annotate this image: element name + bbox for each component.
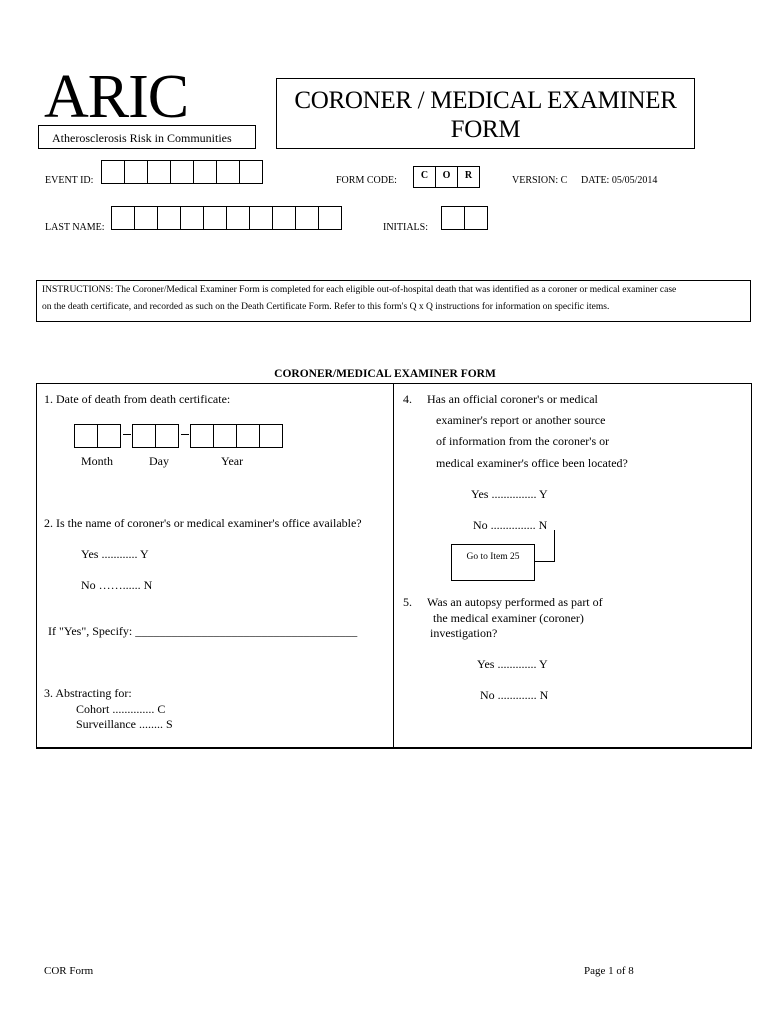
event-id-box[interactable] bbox=[216, 160, 240, 184]
month-box[interactable] bbox=[97, 424, 121, 448]
initials-box[interactable] bbox=[441, 206, 465, 230]
q2-text: 2. Is the name of coroner's or medical examiner's office available? bbox=[44, 516, 362, 530]
q5-text-line3: investigation? bbox=[430, 626, 498, 640]
event-id-box[interactable] bbox=[193, 160, 217, 184]
form-title-line1: CORONER / MEDICAL EXAMINER bbox=[294, 87, 677, 114]
last-name-box[interactable] bbox=[226, 206, 250, 230]
initials-boxes[interactable] bbox=[441, 206, 488, 230]
q4-text-line2: examiner's report or another source bbox=[436, 413, 606, 427]
event-id-box[interactable] bbox=[239, 160, 263, 184]
month-label: Month bbox=[81, 454, 114, 468]
event-id-box[interactable] bbox=[170, 160, 194, 184]
event-id-label: EVENT ID: bbox=[45, 175, 94, 186]
q4-text-line1: Has an official coroner's or medical bbox=[427, 392, 598, 406]
q5-no-option[interactable]: No ............. N bbox=[480, 688, 549, 702]
day-box[interactable] bbox=[155, 424, 179, 448]
event-id-box[interactable] bbox=[147, 160, 171, 184]
aric-logo: ARIC bbox=[44, 63, 189, 131]
instructions-box bbox=[36, 280, 751, 322]
form-title bbox=[276, 78, 695, 149]
q2-specify-field[interactable]: If "Yes", Specify: _____________________________________ bbox=[48, 624, 358, 638]
initials-label: INITIALS: bbox=[383, 222, 428, 233]
form-code-box: R bbox=[457, 166, 480, 188]
q2-no-option[interactable]: No ……...... N bbox=[81, 578, 153, 592]
q4-number: 4. bbox=[403, 392, 412, 406]
form-title-line2: FORM bbox=[450, 116, 521, 143]
date-separator bbox=[121, 424, 133, 448]
event-id-boxes[interactable] bbox=[101, 160, 263, 184]
day-box[interactable] bbox=[132, 424, 156, 448]
instructions-line1: INSTRUCTIONS: The Coroner/Medical Examiner Form is completed for each eligible out-of-hospital death that was identified as a coroner or medical examiner case bbox=[42, 285, 677, 295]
last-name-box[interactable] bbox=[249, 206, 273, 230]
footer-page-number: Page 1 of 8 bbox=[584, 965, 634, 977]
death-date-boxes[interactable] bbox=[74, 424, 283, 448]
day-label: Day bbox=[149, 454, 169, 468]
q5-text-line1: Was an autopsy performed as part of bbox=[427, 595, 603, 609]
last-name-box[interactable] bbox=[203, 206, 227, 230]
logo-subtitle: Atherosclerosis Risk in Communities bbox=[38, 125, 256, 149]
event-id-box[interactable] bbox=[101, 160, 125, 184]
form-code-boxes bbox=[413, 166, 480, 188]
year-box[interactable] bbox=[236, 424, 260, 448]
footer-form-name: COR Form bbox=[44, 965, 94, 977]
version-label: VERSION: C bbox=[512, 175, 568, 186]
q3-surveillance-option[interactable]: Surveillance ........ S bbox=[76, 717, 173, 731]
initials-box[interactable] bbox=[464, 206, 488, 230]
date-label: DATE: 05/05/2014 bbox=[581, 175, 658, 186]
section-title: CORONER/MEDICAL EXAMINER FORM bbox=[274, 368, 496, 380]
date-separator bbox=[179, 424, 191, 448]
year-box[interactable] bbox=[190, 424, 214, 448]
form-code-box: C bbox=[413, 166, 436, 188]
q4-no-option[interactable]: No ............... N bbox=[473, 518, 548, 532]
go-to-item-box: Go to Item 25 bbox=[451, 544, 535, 581]
q5-text-line2: the medical examiner (coroner) bbox=[433, 611, 584, 625]
q1-text: 1. Date of death from death certificate: bbox=[44, 392, 231, 406]
last-name-box[interactable] bbox=[295, 206, 319, 230]
q3-cohort-option[interactable]: Cohort .............. C bbox=[76, 702, 166, 716]
q5-yes-option[interactable]: Yes ............. Y bbox=[477, 657, 548, 671]
last-name-box[interactable] bbox=[272, 206, 296, 230]
q2-yes-option[interactable]: Yes ............ Y bbox=[81, 547, 149, 561]
last-name-box[interactable] bbox=[134, 206, 158, 230]
year-box[interactable] bbox=[259, 424, 283, 448]
last-name-boxes[interactable] bbox=[111, 206, 342, 230]
q4-text-line4: medical examiner's office been located? bbox=[436, 456, 628, 470]
q4-text-line3: of information from the coroner's or bbox=[436, 434, 610, 448]
form-code-label: FORM CODE: bbox=[336, 175, 397, 186]
q3-text: 3. Abstracting for: bbox=[44, 686, 132, 700]
last-name-box[interactable] bbox=[318, 206, 342, 230]
form-code-box: O bbox=[435, 166, 458, 188]
year-box[interactable] bbox=[213, 424, 237, 448]
instructions-line2: on the death certificate, and recorded as such on the Death Certificate Form. Refer to this form's Q x Q instructions for information on specific items. bbox=[42, 302, 610, 312]
year-label: Year bbox=[221, 454, 244, 468]
skip-arrow-line bbox=[554, 530, 555, 562]
last-name-label: LAST NAME: bbox=[45, 222, 105, 233]
column-divider bbox=[393, 383, 394, 749]
month-box[interactable] bbox=[74, 424, 98, 448]
last-name-box[interactable] bbox=[157, 206, 181, 230]
last-name-box[interactable] bbox=[111, 206, 135, 230]
skip-arrow-line bbox=[535, 561, 555, 562]
q4-yes-option[interactable]: Yes ............... Y bbox=[471, 487, 548, 501]
last-name-box[interactable] bbox=[180, 206, 204, 230]
event-id-box[interactable] bbox=[124, 160, 148, 184]
q5-number: 5. bbox=[403, 595, 412, 609]
